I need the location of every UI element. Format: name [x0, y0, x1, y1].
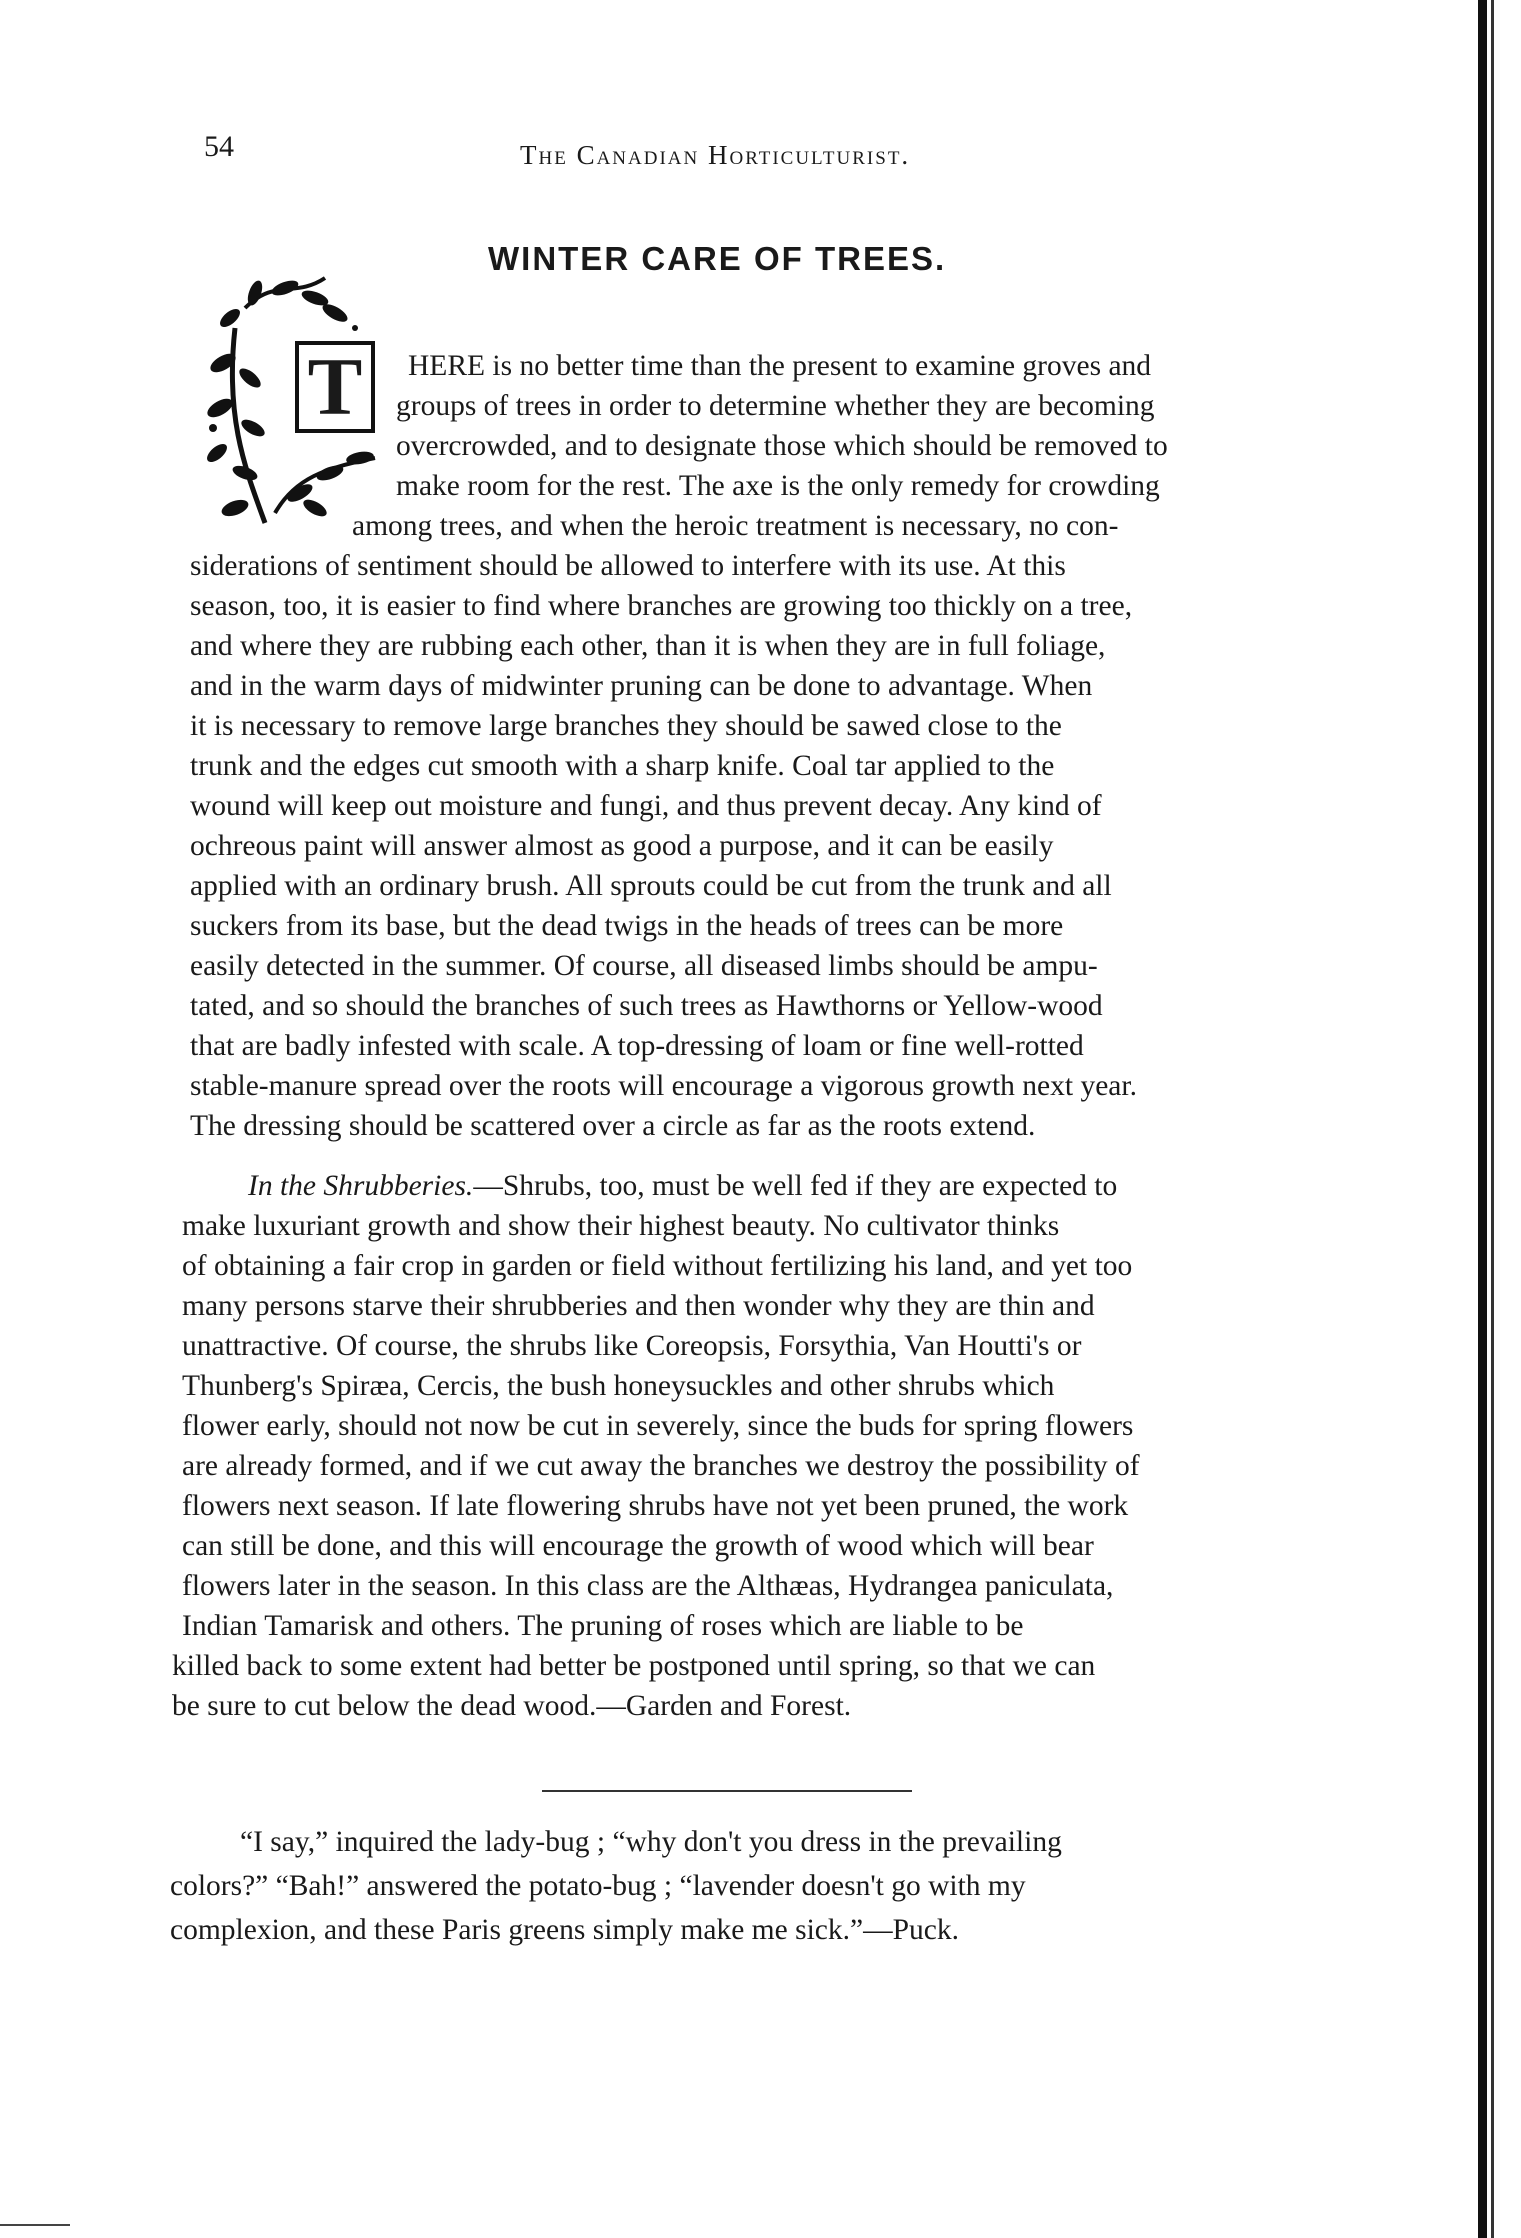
article-line: wound will keep out moisture and fungi, and thus prevent decay. Any kind of: [190, 790, 1102, 822]
page-edge-shadow: [1491, 0, 1494, 2238]
article-line: easily detected in the summer. Of course, all diseased limbs should be ampu-: [190, 950, 1098, 982]
scan-mark: [0, 2224, 70, 2226]
article-line: HERE is no better time than the present to examine groves and: [408, 350, 1152, 382]
shrubs-line: can still be done, and this will encourage the growth of wood which will bear: [182, 1530, 1094, 1562]
article-line: season, too, it is easier to find where branches are growing too thickly on a tree,: [190, 590, 1133, 622]
article-line: ochreous paint will answer almost as good a purpose, and it can be easily: [190, 830, 1054, 862]
article-line: and where they are rubbing each other, than it is when they are in full foliage,: [190, 630, 1106, 662]
shrubs-line: flowers next season. If late flowering shrubs have not yet been pruned, the work: [182, 1490, 1129, 1522]
article-line: among trees, and when the heroic treatment is necessary, no con-: [352, 510, 1119, 542]
article-line: and in the warm days of midwinter pruning can be done to advantage. When: [190, 670, 1093, 702]
article-line: The dressing should be scattered over a circle as far as the roots extend.: [190, 1110, 1036, 1142]
article-line: tated, and so should the branches of such trees as Hawthorns or Yellow-wood: [190, 990, 1103, 1022]
shrubs-line: flower early, should not now be cut in severely, since the buds for spring flowers: [182, 1410, 1134, 1442]
article-line: make room for the rest. The axe is the only remedy for crowding: [396, 470, 1160, 502]
page-edge: [1478, 0, 1487, 2238]
article-line: it is necessary to remove large branches they should be sawed close to the: [190, 710, 1062, 742]
article-title: WINTER CARE OF TREES.: [488, 240, 947, 277]
shrubs-first-line: [248, 1170, 1117, 1202]
shrubs-line: Indian Tamarisk and others. The pruning of roses which are liable to be: [182, 1610, 1024, 1642]
shrubs-line: many persons starve their shrubberies and then wonder why they are thin and: [182, 1290, 1095, 1322]
shrubs-line: killed back to some extent had better be postponed until spring, so that we can: [172, 1650, 1096, 1682]
article-line: overcrowded, and to designate those which should be removed to: [396, 430, 1168, 462]
drop-cap-letter: T: [295, 341, 375, 433]
joke-line: “I say,” inquired the lady-bug ; “why don't you dress in the prevailing: [240, 1826, 1062, 1858]
shrubs-line: of obtaining a fair crop in garden or field without fertilizing his land, and yet too: [182, 1250, 1133, 1282]
section-divider: [542, 1790, 912, 1792]
drop-cap-ornament: [205, 268, 385, 530]
article-line: siderations of sentiment should be allowed to interfere with its use. At this: [190, 550, 1066, 582]
shrubs-line: be sure to cut below the dead wood.—Garden and Forest.: [172, 1690, 852, 1722]
article-line: trunk and the edges cut smooth with a sharp knife. Coal tar applied to the: [190, 750, 1055, 782]
shrubs-line: Thunberg's Spiræa, Cercis, the bush honeysuckles and other shrubs which: [182, 1370, 1055, 1402]
joke-line: colors?” “Bah!” answered the potato-bug ; “lavender doesn't go with my: [170, 1870, 1026, 1902]
shrubs-line: unattractive. Of course, the shrubs like Coreopsis, Forsythia, Van Houtti's or: [182, 1330, 1082, 1362]
article-line: stable-manure spread over the roots will encourage a vigorous growth next year.: [190, 1070, 1137, 1102]
joke-line: complexion, and these Paris greens simply make me sick.”—Puck.: [170, 1914, 959, 1946]
shrubs-line: are already formed, and if we cut away the branches we destroy the possibility of: [182, 1450, 1140, 1482]
running-head: The Canadian Horticulturist.: [520, 140, 911, 170]
shrubs-first-text: —Shrubs, too, must be well fed if they are expected to: [473, 1170, 1118, 1202]
article-line: suckers from its base, but the dead twigs in the heads of trees can be more: [190, 910, 1064, 942]
page-number: 54: [204, 130, 234, 163]
shrubs-line: flowers later in the season. In this class are the Althæas, Hydrangea paniculata,: [182, 1570, 1114, 1602]
shrubs-line: make luxuriant growth and show their highest beauty. No cultivator thinks: [182, 1210, 1060, 1242]
article-line: groups of trees in order to determine whether they are becoming: [396, 390, 1155, 422]
article-line: that are badly infested with scale. A top-dressing of loam or fine well-rotted: [190, 1030, 1084, 1062]
shrubs-heading: In the Shrubberies.: [248, 1170, 474, 1202]
article-line: applied with an ordinary brush. All sprouts could be cut from the trunk and all: [190, 870, 1112, 902]
